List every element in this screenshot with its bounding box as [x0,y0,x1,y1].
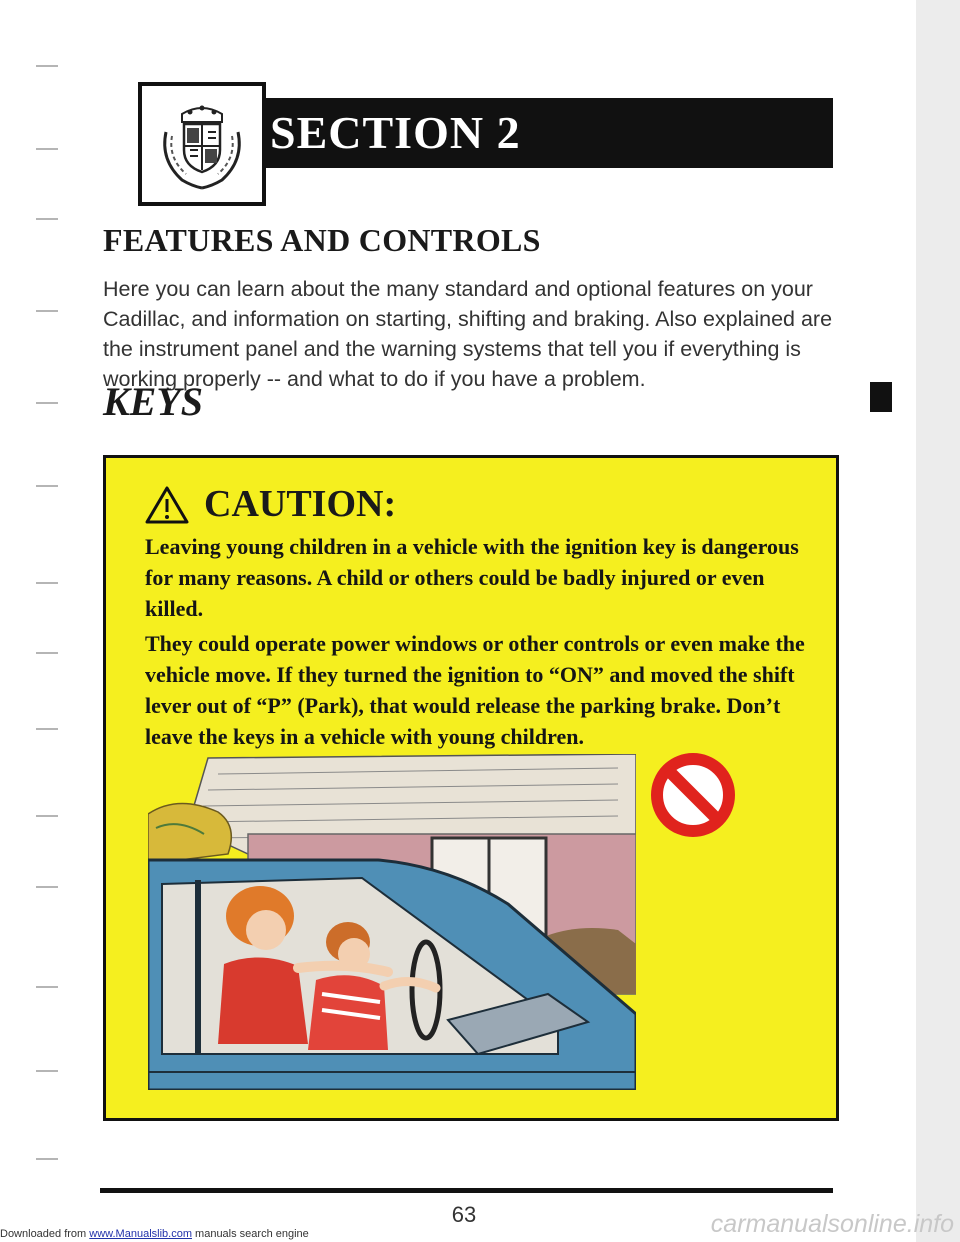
no-sign-icon [648,750,738,840]
keys-title: KEYS [103,379,204,424]
warning-triangle-icon [144,485,190,525]
source-prefix: Downloaded from [0,1228,90,1240]
section-tab-marker [870,382,892,412]
page-edge-strip [916,0,960,1242]
margin-ticks [36,60,66,1170]
site-watermark: carmanualsonline.info [710,1210,954,1238]
download-source-note [0,1228,309,1240]
intro-paragraph: Here you can learn about the many standard and optional features on your Cadillac, and information on starting, shifting and braking. Also explained are the instrument panel and the warning systems that tell you if everything is working properly -- and what to do if you have a problem. [103,277,833,391]
features-title: FEATURES AND CONTROLS [103,222,541,258]
manualslib-link[interactable]: www.Manualslib.com [89,1228,192,1240]
footer-rule [100,1188,833,1193]
caution-paragraph: They could operate power windows or other controls or even make the vehicle move. If they turned the ignition to “ON” and moved the shift lever out of “P” (Park), that would release the parking brake. Don’t leave the keys in a vehicle with young children. [145,631,805,749]
section-title: SECTION 2 [270,107,521,158]
children-in-car-illustration [148,754,636,1090]
source-suffix: manuals search engine [191,1228,309,1240]
cadillac-crest-icon [138,82,266,206]
page-number: 63 [451,1202,477,1227]
caution-paragraph: Leaving young children in a vehicle with the ignition key is dangerous for many reasons. A child or others could be badly injured or even killed. [145,534,799,621]
caution-label: CAUTION: [204,483,397,525]
